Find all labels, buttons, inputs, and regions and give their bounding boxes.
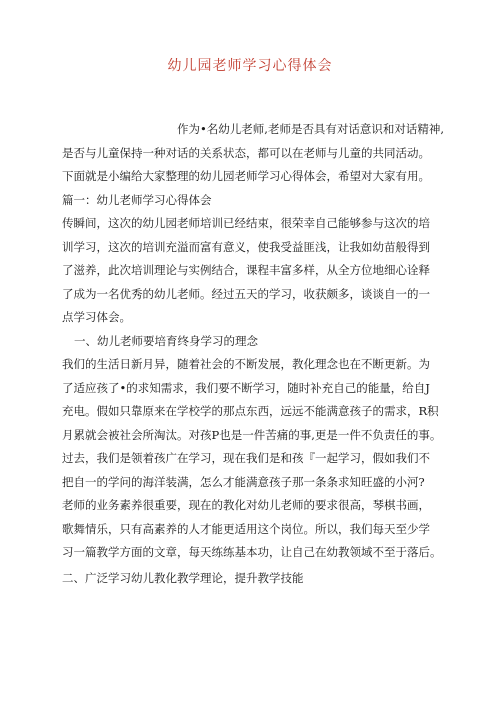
paragraph-line: 了适应孩了•的求知需求，我们要不断学习，随时补充自己的能量，给自J	[62, 380, 430, 395]
document-body	[62, 118, 445, 590]
paragraph-line: 习一篇教学方面的文章，每天练练基本功，让自己在幼教领域不至于落后。	[62, 545, 442, 559]
paragraph-line: 训学习，这次的培训充溢而富有意义，使我受益匪浅，让我如幼苗般得到	[62, 239, 430, 254]
paragraph-line: 充电。假如只靠原来在学校学的那点东西，远远不能满意孩子的需求，R积	[62, 404, 439, 418]
paragraph-line: 过去，我们是领着孩广在学习，现在我们是和孩『一起学习，假如我们不	[62, 451, 430, 465]
paragraph-line: 点学习体会。	[62, 310, 131, 324]
subheading: 一、幼儿老师要培育终身学习的理念	[74, 333, 258, 348]
paragraph-line: 歌舞情乐，只有高素养的人才能更适用这个岗位。所以，我们每天至少学	[62, 521, 430, 536]
paragraph-line: 了滋养，此次培训理论与实例结合，课程丰富多样，从全方位地细心诠释	[62, 263, 430, 277]
paragraph-line: 老师的业务素养很重要，现在的教化对幼儿老师的要求很高，琴棋书画，	[62, 498, 430, 512]
paragraph-line: 把自一的学问的海洋装满，怎么才能满意孩子那一条条求知旺盛的小河?	[62, 474, 425, 489]
document-title: 幼儿园老师学习心得体会	[167, 58, 333, 74]
paragraph-line: 传瞬间，这次的幼儿园老师培训已经结束，很荣幸自己能够参与这次的培	[62, 216, 430, 230]
intro-line: 是否与儿童保持一种对话的关系状态，都可以在老师与儿童的共同活动。	[62, 145, 430, 160]
intro-line: 下面就是小编给大家整理的幼儿园老师学习心得体会，希望对大家有用。	[62, 169, 430, 183]
section-heading: 篇一：幼儿老师学习心得体会	[62, 192, 212, 207]
intro-line: 作为•名幼儿老师,老师是否具有对话意识和对话精神,	[177, 122, 445, 136]
subheading: 二、广泛学习幼儿教化教学理论，提升教学技能	[62, 570, 304, 585]
paragraph-line: 了成为一名优秀的幼儿老师。经过五天的学习，收获颇多，谈谈自一的一	[62, 286, 430, 301]
paragraph-line: 月累就会被社会所淘汰。对孩P也是一件苦痛的事,更是一件不负责任的事。	[62, 427, 442, 442]
paragraph-line: 我们的生活日新月异，随着社会的不断发展，教化理念也在不断更新。为	[62, 357, 430, 371]
